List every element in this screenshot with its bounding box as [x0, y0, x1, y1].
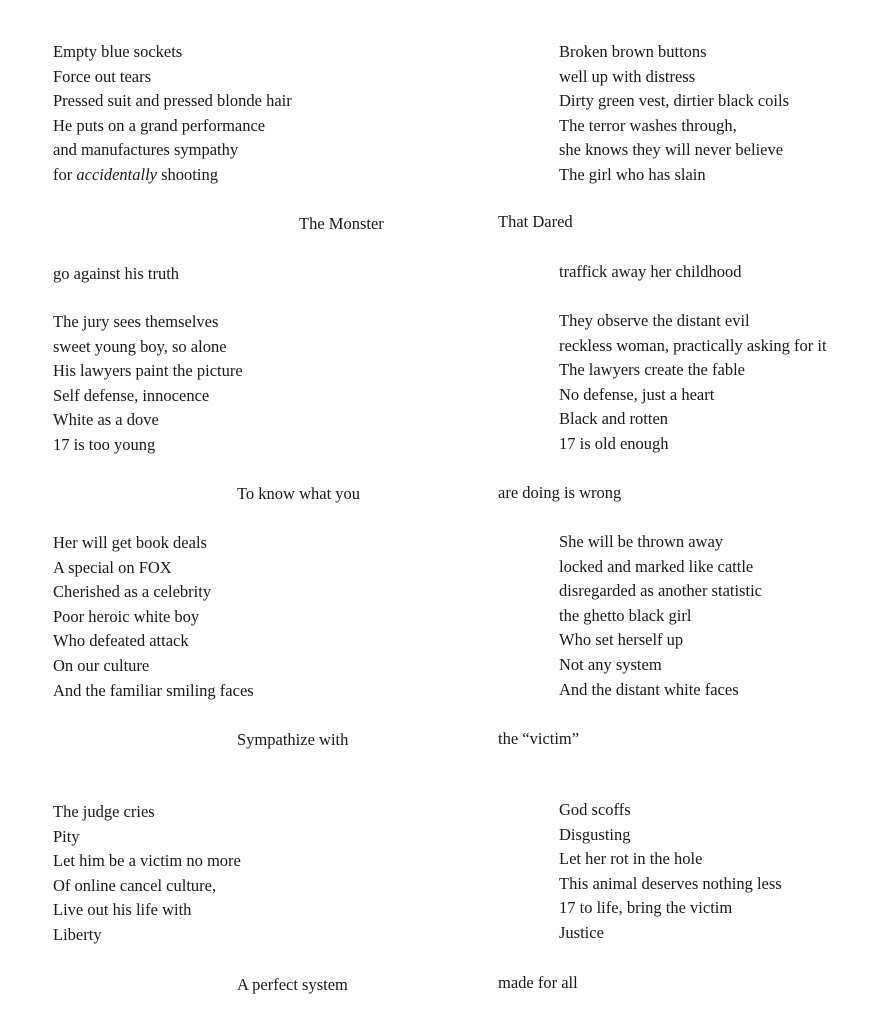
stanza-2-left	[53, 310, 243, 458]
poem-line: The lawyers create the fable	[559, 360, 745, 380]
bridge-1-right: That Dared	[498, 212, 573, 231]
poem-line: Justice	[559, 922, 604, 942]
poem-line: She will be thrown away	[559, 532, 724, 551]
bridge-4-left: A perfect system	[237, 975, 348, 994]
stanza-4-left	[53, 800, 241, 948]
poem-line: Poor heroic white boy	[53, 606, 200, 626]
poem-line: The judge cries	[53, 802, 155, 821]
stanza-2-right	[559, 309, 827, 457]
poem-line: Pity	[53, 826, 80, 846]
poem-line: disregarded as another statistic	[559, 581, 762, 601]
poem-line: White as a dove	[53, 410, 159, 430]
poem-line: Of online cancel culture,	[53, 875, 217, 895]
poem-line: The jury sees themselves	[53, 312, 219, 331]
poem-line: Who defeated attack	[53, 631, 189, 651]
poem-line: Broken brown buttons	[559, 42, 707, 61]
single-line-right: traffick away her childhood	[559, 262, 742, 281]
poem-line: Self defense, innocence	[53, 385, 210, 405]
poem-line: And the familiar smiling faces	[53, 680, 254, 700]
bridge-2-right: are doing is wrong	[498, 483, 622, 502]
single-line-left: go against his truth	[53, 264, 180, 283]
line-text: shooting	[157, 164, 218, 184]
poem-line: And the distant white faces	[559, 679, 739, 699]
poem-line: Black and rotten	[559, 409, 669, 429]
poem-line: Pressed suit and pressed blonde hair	[53, 91, 292, 111]
stanza-1-left	[53, 40, 292, 188]
poem-line: A special on FOX	[53, 557, 172, 577]
poem-line: Empty blue sockets	[53, 42, 183, 61]
poem-line: 17 is too young	[53, 434, 156, 454]
poem-line: He puts on a grand performance	[53, 115, 266, 135]
bridge-2-left: To know what you	[237, 484, 361, 503]
poem-line: Not any system	[559, 654, 662, 674]
poem-line: 17 to life, bring the victim	[559, 898, 733, 918]
poem-line: Who set herself up	[559, 630, 684, 650]
stanza-1-right	[559, 40, 789, 188]
poem-line: Disgusting	[559, 824, 631, 844]
poem-line: Cherished as a celebrity	[53, 582, 212, 602]
stanza-3-right	[559, 530, 762, 702]
bridge-3-right: the “victim”	[498, 729, 580, 748]
italic-word: accidentally	[76, 164, 158, 184]
poem-line: God scoffs	[559, 800, 631, 819]
poem-line: sweet young boy, so alone	[53, 336, 227, 356]
poem-line: Let her rot in the hole	[559, 849, 703, 869]
poem-line: Her will get book deals	[53, 533, 207, 552]
poem-line: reckless woman, practically asking for it	[559, 335, 827, 355]
bridge-3-left: Sympathize with	[237, 730, 349, 749]
poem-line: This animal deserves nothing less	[559, 873, 782, 893]
poem-line: On our culture	[53, 655, 150, 675]
poem-line: Let him be a victim no more	[53, 851, 241, 871]
poem-line: Dirty green vest, dirtier black coils	[559, 91, 790, 111]
poem-line: well up with distress	[559, 66, 696, 86]
poem-line: Live out his life with	[53, 900, 192, 920]
poem-line: His lawyers paint the picture	[53, 361, 243, 381]
poem-line: 17 is old enough	[559, 433, 669, 453]
poem-line: Force out tears	[53, 66, 152, 86]
poem-line: The terror washes through,	[559, 115, 737, 135]
poem-line: Liberty	[53, 924, 102, 944]
bridge-1-left: The Monster	[299, 214, 384, 233]
poem-line: The girl who has slain	[559, 164, 706, 184]
poem-line: and manufactures sympathy	[53, 140, 239, 160]
bridge-4-right: made for all	[498, 973, 578, 992]
poem-line: the ghetto black girl	[559, 605, 692, 625]
line-text: for	[53, 164, 77, 184]
poem-line: No defense, just a heart	[559, 384, 715, 404]
poem-line: she knows they will never believe	[559, 140, 784, 160]
stanza-4-right	[559, 798, 782, 946]
stanza-3-left	[53, 531, 254, 703]
poem-line: They observe the distant evil	[559, 311, 750, 330]
poem-line	[53, 163, 292, 188]
poem-line: locked and marked like cattle	[559, 556, 754, 576]
